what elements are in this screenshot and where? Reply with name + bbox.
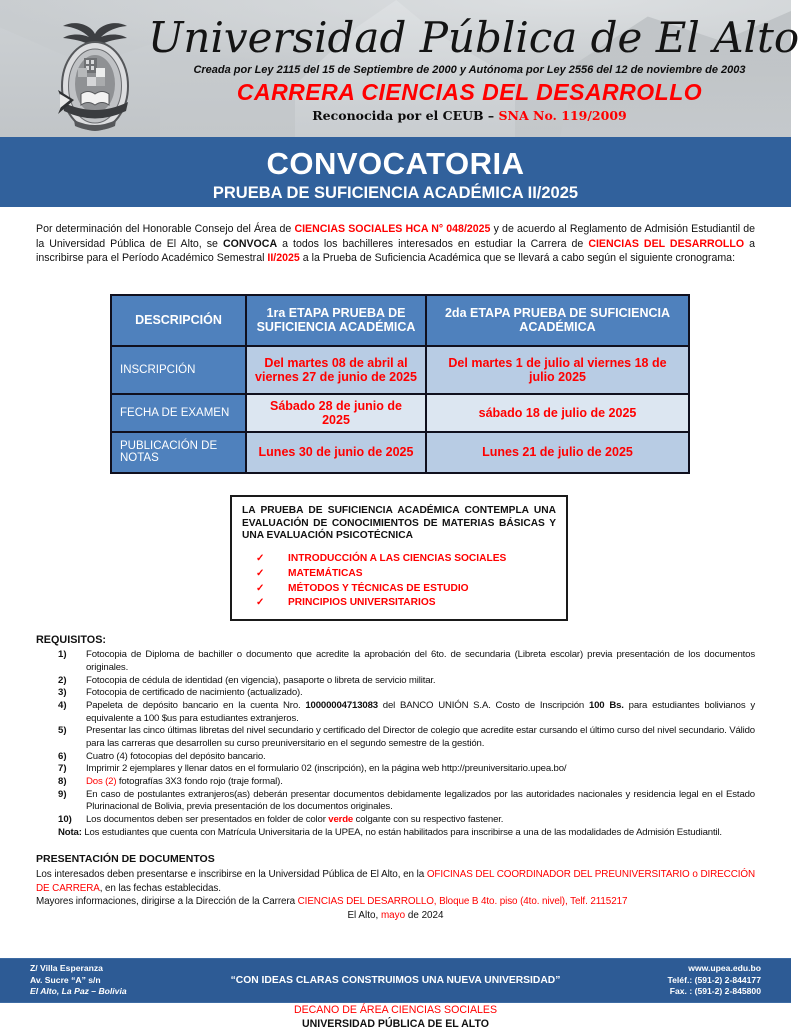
examen-etapa2-date: sábado 18 de julio de 2025 bbox=[426, 394, 689, 432]
item-number: 2) bbox=[58, 674, 67, 686]
item-number: 7) bbox=[58, 763, 67, 775]
footer-phone: Teléf.: (591-2) 2-844177 bbox=[667, 974, 761, 985]
row-label-fecha-examen: FECHA DE EXAMEN bbox=[111, 394, 246, 432]
list-item bbox=[36, 700, 755, 725]
subject-label: MÉTODOS Y TÉCNICAS DE ESTUDIO bbox=[288, 582, 469, 594]
footer-contact bbox=[570, 963, 761, 998]
item-text: Papeleta de depósito bancario en la cuenta Nro. 10000004713083 del BANCO UNIÓN S.A. Costo de Inscripción 100 Bs. para estudiantes bolivianos y equivalente a 100 $us para estudiantes extranjeros. bbox=[86, 699, 755, 724]
item-text: Fotocopia de certificado de nacimiento (actualizado). bbox=[86, 687, 303, 699]
list-item bbox=[242, 553, 556, 566]
item-text: Fotocopia de Diploma de bachiller o documento que acredite la aprobación del 6to. de secundaria (Libreta escolar) previa presentación de los documentos originales. bbox=[86, 649, 755, 673]
address-line: Z/ Villa Esperanza bbox=[30, 963, 103, 974]
check-icon: ✓ bbox=[256, 567, 265, 579]
list-item bbox=[36, 751, 755, 764]
list-item bbox=[36, 789, 755, 814]
item-number: 8) bbox=[58, 775, 67, 787]
check-icon: ✓ bbox=[256, 582, 265, 594]
presentation-title: PRESENTACIÓN DE DOCUMENTOS bbox=[36, 853, 215, 866]
document-presentation-section bbox=[36, 852, 755, 923]
cronograma-table bbox=[110, 294, 690, 474]
recognition-line: Reconocida por el CEUB – SNA No. 119/2009 bbox=[312, 108, 627, 124]
item-number: 4) bbox=[58, 699, 67, 711]
footer-bar bbox=[0, 958, 791, 1003]
check-icon: ✓ bbox=[256, 597, 265, 609]
footer-slogan: “CON IDEAS CLARAS CONSTRUIMOS UNA NUEVA UNIVERSIDAD” bbox=[230, 975, 561, 986]
intro-paragraph: Por determinación del Honorable Consejo del Área de CIENCIAS SOCIALES HCA N° 048/2025 y de acuerdo al Reglamento de Admisión Estudiantil de la Universidad Pública de El Alto, se CONVOCA a todos los bachilleres interesados en estudiar la Carrera de CIENCIAS DEL DESARROLLO a inscribirse para el Período Académico Semestral II/2025 a la Prueba de Suficiencia Académica que se llevará a cabo según el siguiente cronograma: bbox=[36, 223, 755, 265]
list-item bbox=[36, 675, 755, 688]
item-text: Imprimir 2 ejemplares y llenar datos en el formulario 02 (inscripción), en la página web http://preuniversitario.upea.bo/ bbox=[86, 763, 567, 775]
check-icon: ✓ bbox=[256, 553, 265, 565]
subject-label: MATEMÁTICAS bbox=[288, 567, 363, 579]
list-item bbox=[36, 725, 755, 750]
university-name: Universidad Pública de El Alto bbox=[148, 13, 799, 62]
convocatoria-banner bbox=[0, 137, 791, 207]
row-label-publicacion-notas: PUBLICACIÓN DE NOTAS bbox=[111, 432, 246, 473]
table-header-row bbox=[111, 295, 689, 346]
address-line: El Alto, La Paz – Bolivia bbox=[30, 986, 127, 997]
presentation-line: Los interesados deben presentarse e inscribirse en la Universidad Pública de El Alto, en la OFICINAS DEL COORDINADOR DEL PREUNIVERSITARIO o DIRECCIÓN DE CARRERA, en las fechas establecidas. bbox=[36, 869, 755, 894]
column-header-descripcion: DESCRIPCIÓN bbox=[111, 295, 246, 346]
footer-address bbox=[30, 963, 221, 998]
signer-role: DECANO DE ÁREA CIENCIAS SOCIALES bbox=[293, 1004, 498, 1017]
item-text: En caso de postulantes extranjeros(as) deberán presentar documentos debidamente legalizados por las autoridades nacionales y residencia legal en el Estado Plurinacional de Bolivia, previa presentación de los documentos originales. bbox=[86, 788, 755, 813]
item-number: 1) bbox=[58, 649, 67, 661]
inscripcion-etapa2-dates: Del martes 1 de julio al viernes 18 de julio 2025 bbox=[426, 346, 689, 394]
list-item bbox=[36, 763, 755, 776]
career-name-banner: CARRERA CIENCIAS DEL DESARROLLO bbox=[236, 79, 703, 106]
list-item bbox=[242, 583, 556, 596]
address-line: Av. Sucre “A” s/n bbox=[30, 974, 101, 985]
item-number: 5) bbox=[58, 725, 67, 737]
note-line: Nota: Los estudiantes que cuenta con Matrícula Universitaria de la UPEA, no están habilitados para inscribirse a una de las modalidades de Admisión Estudiantil. bbox=[58, 826, 722, 838]
item-number: 10) bbox=[58, 813, 72, 825]
item-text: Dos (2) fotografías 3X3 fondo rojo (traje formal). bbox=[86, 775, 283, 787]
list-item bbox=[36, 814, 755, 827]
creation-law-line: Creada por Ley 2115 del 15 de Septiembre de 2000 y Autónoma por Ley 2556 del 12 de noviembre de 2003 bbox=[193, 64, 746, 77]
requirements-title: REQUISITOS: bbox=[36, 634, 106, 647]
footer-website: www.upea.edu.bo bbox=[688, 963, 761, 974]
item-text: Fotocopia de cédula de identidad (en vigencia), pasaporte o libreta de servicio militar. bbox=[86, 674, 436, 686]
table-row bbox=[111, 394, 689, 432]
list-item bbox=[242, 597, 556, 610]
column-header-etapa1: 1ra ETAPA PRUEBA DE SUFICIENCIA ACADÉMICA bbox=[246, 295, 426, 346]
convocatoria-title: CONVOCATORIA bbox=[266, 146, 525, 181]
inscripcion-etapa1-dates: Del martes 08 de abril al viernes 27 de junio de 2025 bbox=[246, 346, 426, 394]
table-row bbox=[111, 432, 689, 473]
item-number: 6) bbox=[58, 750, 67, 762]
signer-organization: UNIVERSIDAD PÚBLICA DE EL ALTO bbox=[302, 1018, 489, 1031]
item-text: Cuatro (4) fotocopias del depósito bancario. bbox=[86, 750, 266, 762]
row-label-inscripcion: INSCRIPCIÓN bbox=[111, 346, 246, 394]
item-text: Los documentos deben ser presentados en folder de color verde colgante con su respectivo fastener. bbox=[86, 813, 504, 825]
evaluation-description: LA PRUEBA DE SUFICIENCIA ACADÉMICA CONTEMPLA UNA EVALUACIÓN DE CONOCIMIENTOS DE MATERIAS BÁSICAS Y UNA EVALUACIÓN PSICOTÉCNICA bbox=[242, 504, 556, 542]
convocatoria-subtitle: PRUEBA DE SUFICIENCIA ACADÉMICA II/2025 bbox=[212, 184, 579, 202]
letterhead bbox=[0, 0, 799, 137]
presentation-line: Mayores informaciones, dirigirse a la Dirección de la Carrera CIENCIAS DEL DESARROLLO, Bloque B 4to. piso (4to. nivel), Telf. 2115217 bbox=[36, 896, 628, 908]
subject-label: PRINCIPIOS UNIVERSITARIOS bbox=[288, 597, 436, 609]
item-text: Presentar las cinco últimas libretas del nivel secundario y certificado del Director de colegio que acredite estar cursando el último curso del nivel secundario. Válido para las carreras que desarrollen su curso preuniversitario en el segundo semestre de la gestión. bbox=[86, 725, 755, 749]
evaluation-info-box bbox=[230, 495, 568, 621]
footer-fax: Fax. : (591-2) 2-845800 bbox=[669, 986, 761, 997]
subjects-list bbox=[242, 553, 556, 610]
examen-etapa1-date: Sábado 28 de junio de 2025 bbox=[246, 394, 426, 432]
list-item bbox=[36, 649, 755, 674]
item-number: 3) bbox=[58, 687, 67, 699]
table-row bbox=[111, 346, 689, 394]
item-number: 9) bbox=[58, 788, 67, 800]
list-item bbox=[36, 776, 755, 789]
list-item bbox=[36, 687, 755, 700]
subject-label: INTRODUCCIÓN A LAS CIENCIAS SOCIALES bbox=[288, 553, 507, 565]
notas-etapa1-date: Lunes 30 de junio de 2025 bbox=[246, 432, 426, 473]
list-item bbox=[242, 568, 556, 581]
requirements-section bbox=[36, 633, 755, 839]
notas-etapa2-date: Lunes 21 de julio de 2025 bbox=[426, 432, 689, 473]
place-date-line: El Alto, mayo de 2024 bbox=[347, 910, 444, 922]
university-crest-icon bbox=[50, 18, 140, 136]
column-header-etapa2: 2da ETAPA PRUEBA DE SUFICIENCIA ACADÉMICA bbox=[426, 295, 689, 346]
